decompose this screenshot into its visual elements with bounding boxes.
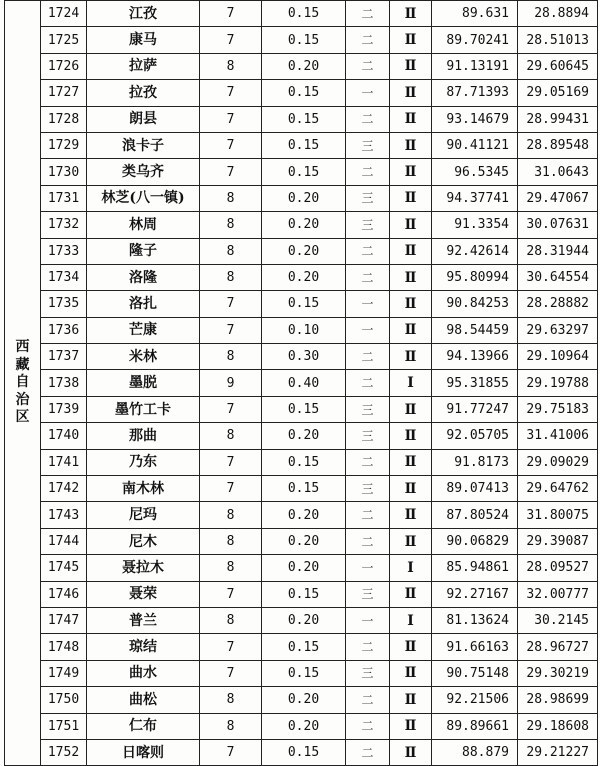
- longitude-cell: 98.54459: [432, 317, 518, 343]
- intensity-cell: 8: [200, 555, 262, 581]
- intensity-cell: 7: [200, 660, 262, 686]
- site-class-cell: Ⅱ: [390, 713, 432, 739]
- longitude-cell: 89.631: [432, 1, 518, 27]
- intensity-cell: 7: [200, 106, 262, 132]
- intensity-cell: 7: [200, 132, 262, 158]
- table-row: [5, 739, 598, 765]
- site-class-cell: Ⅱ: [390, 27, 432, 53]
- table-row: [5, 344, 598, 370]
- design-group-cell: 二: [346, 528, 390, 554]
- design-group-cell: 二: [346, 713, 390, 739]
- row-number-cell: 1733: [41, 238, 87, 264]
- county-name-cell: 聂拉木: [87, 555, 200, 581]
- county-name-cell: 琼结: [87, 634, 200, 660]
- site-class-cell: Ⅰ: [390, 555, 432, 581]
- intensity-cell: 8: [200, 423, 262, 449]
- design-group-cell: 一: [346, 291, 390, 317]
- row-number-cell: 1725: [41, 27, 87, 53]
- latitude-cell: 28.09527: [518, 555, 598, 581]
- acceleration-cell: 0.15: [262, 80, 346, 106]
- intensity-cell: 7: [200, 396, 262, 422]
- design-group-cell: 三: [346, 476, 390, 502]
- table-row: [5, 634, 598, 660]
- latitude-cell: 31.80075: [518, 502, 598, 528]
- table-row: [5, 264, 598, 290]
- county-name-cell: 普兰: [87, 607, 200, 633]
- row-number-cell: 1739: [41, 396, 87, 422]
- acceleration-cell: 0.15: [262, 27, 346, 53]
- row-number-cell: 1737: [41, 344, 87, 370]
- row-number-cell: 1735: [41, 291, 87, 317]
- longitude-cell: 89.89661: [432, 713, 518, 739]
- latitude-cell: 29.21227: [518, 739, 598, 765]
- acceleration-cell: 0.20: [262, 687, 346, 713]
- intensity-cell: 8: [200, 687, 262, 713]
- acceleration-cell: 0.15: [262, 396, 346, 422]
- table-row: [5, 132, 598, 158]
- acceleration-cell: 0.20: [262, 185, 346, 211]
- acceleration-cell: 0.15: [262, 581, 346, 607]
- longitude-cell: 91.8173: [432, 449, 518, 475]
- latitude-cell: 28.89548: [518, 132, 598, 158]
- table-row: [5, 370, 598, 396]
- latitude-cell: 29.18608: [518, 713, 598, 739]
- table-row: [5, 502, 598, 528]
- table-row: [5, 581, 598, 607]
- design-group-cell: 三: [346, 660, 390, 686]
- table-body: [5, 1, 598, 766]
- intensity-cell: 7: [200, 80, 262, 106]
- acceleration-cell: 0.15: [262, 291, 346, 317]
- acceleration-cell: 0.20: [262, 264, 346, 290]
- intensity-cell: 7: [200, 739, 262, 765]
- site-class-cell: Ⅱ: [390, 264, 432, 290]
- latitude-cell: 29.39087: [518, 528, 598, 554]
- table-row: [5, 212, 598, 238]
- latitude-cell: 28.8894: [518, 1, 598, 27]
- design-group-cell: 二: [346, 634, 390, 660]
- county-name-cell: 仁布: [87, 713, 200, 739]
- acceleration-cell: 0.20: [262, 555, 346, 581]
- latitude-cell: 28.99431: [518, 106, 598, 132]
- longitude-cell: 92.27167: [432, 581, 518, 607]
- table-row: [5, 555, 598, 581]
- longitude-cell: 91.13191: [432, 53, 518, 79]
- intensity-cell: 7: [200, 159, 262, 185]
- row-number-cell: 1741: [41, 449, 87, 475]
- longitude-cell: 85.94861: [432, 555, 518, 581]
- design-group-cell: 二: [346, 344, 390, 370]
- county-name-cell: 洛隆: [87, 264, 200, 290]
- intensity-cell: 8: [200, 713, 262, 739]
- site-class-cell: Ⅱ: [390, 80, 432, 106]
- latitude-cell: 29.63297: [518, 317, 598, 343]
- longitude-cell: 92.42614: [432, 238, 518, 264]
- latitude-cell: 29.05169: [518, 80, 598, 106]
- intensity-cell: 8: [200, 344, 262, 370]
- intensity-cell: 8: [200, 528, 262, 554]
- design-group-cell: 一: [346, 555, 390, 581]
- latitude-cell: 30.07631: [518, 212, 598, 238]
- county-name-cell: 那曲: [87, 423, 200, 449]
- acceleration-cell: 0.30: [262, 344, 346, 370]
- row-number-cell: 1727: [41, 80, 87, 106]
- row-number-cell: 1749: [41, 660, 87, 686]
- latitude-cell: 29.47067: [518, 185, 598, 211]
- site-class-cell: Ⅰ: [390, 370, 432, 396]
- county-name-cell: 洛扎: [87, 291, 200, 317]
- intensity-cell: 7: [200, 634, 262, 660]
- acceleration-cell: 0.20: [262, 713, 346, 739]
- county-name-cell: 芒康: [87, 317, 200, 343]
- latitude-cell: 28.98699: [518, 687, 598, 713]
- acceleration-cell: 0.20: [262, 423, 346, 449]
- table-row: [5, 396, 598, 422]
- design-group-cell: 二: [346, 27, 390, 53]
- acceleration-cell: 0.40: [262, 370, 346, 396]
- row-number-cell: 1736: [41, 317, 87, 343]
- latitude-cell: 29.09029: [518, 449, 598, 475]
- design-group-cell: 二: [346, 687, 390, 713]
- row-number-cell: 1730: [41, 159, 87, 185]
- design-group-cell: 一: [346, 607, 390, 633]
- latitude-cell: 28.28882: [518, 291, 598, 317]
- site-class-cell: Ⅱ: [390, 502, 432, 528]
- county-name-cell: 聂荣: [87, 581, 200, 607]
- latitude-cell: 32.00777: [518, 581, 598, 607]
- row-number-cell: 1752: [41, 739, 87, 765]
- longitude-cell: 95.31855: [432, 370, 518, 396]
- intensity-cell: 7: [200, 317, 262, 343]
- table-row: [5, 159, 598, 185]
- row-number-cell: 1734: [41, 264, 87, 290]
- row-number-cell: 1728: [41, 106, 87, 132]
- seismic-parameter-table: [4, 0, 598, 766]
- county-name-cell: 米林: [87, 344, 200, 370]
- latitude-cell: 30.64554: [518, 264, 598, 290]
- county-name-cell: 曲松: [87, 687, 200, 713]
- acceleration-cell: 0.20: [262, 502, 346, 528]
- acceleration-cell: 0.20: [262, 528, 346, 554]
- acceleration-cell: 0.15: [262, 1, 346, 27]
- latitude-cell: 29.75183: [518, 396, 598, 422]
- acceleration-cell: 0.20: [262, 53, 346, 79]
- county-name-cell: 康马: [87, 27, 200, 53]
- site-class-cell: Ⅱ: [390, 1, 432, 27]
- longitude-cell: 96.5345: [432, 159, 518, 185]
- region-name: 西藏自治区: [15, 339, 30, 426]
- design-group-cell: 一: [346, 80, 390, 106]
- site-class-cell: Ⅱ: [390, 185, 432, 211]
- latitude-cell: 28.31944: [518, 238, 598, 264]
- intensity-cell: 7: [200, 1, 262, 27]
- row-number-cell: 1751: [41, 713, 87, 739]
- latitude-cell: 30.2145: [518, 607, 598, 633]
- longitude-cell: 90.75148: [432, 660, 518, 686]
- intensity-cell: 8: [200, 607, 262, 633]
- row-number-cell: 1731: [41, 185, 87, 211]
- acceleration-cell: 0.15: [262, 476, 346, 502]
- row-number-cell: 1744: [41, 528, 87, 554]
- row-number-cell: 1750: [41, 687, 87, 713]
- table-row: [5, 106, 598, 132]
- county-name-cell: 墨竹工卡: [87, 396, 200, 422]
- site-class-cell: Ⅱ: [390, 132, 432, 158]
- intensity-cell: 7: [200, 449, 262, 475]
- acceleration-cell: 0.15: [262, 660, 346, 686]
- row-number-cell: 1732: [41, 212, 87, 238]
- row-number-cell: 1743: [41, 502, 87, 528]
- table-row: [5, 291, 598, 317]
- site-class-cell: Ⅱ: [390, 238, 432, 264]
- intensity-cell: 9: [200, 370, 262, 396]
- acceleration-cell: 0.15: [262, 634, 346, 660]
- region-name-cell: [5, 1, 41, 766]
- design-group-cell: 三: [346, 581, 390, 607]
- table-row: [5, 713, 598, 739]
- design-group-cell: 二: [346, 502, 390, 528]
- county-name-cell: 浪卡子: [87, 132, 200, 158]
- site-class-cell: Ⅰ: [390, 607, 432, 633]
- design-group-cell: 三: [346, 132, 390, 158]
- longitude-cell: 88.879: [432, 739, 518, 765]
- longitude-cell: 87.71393: [432, 80, 518, 106]
- site-class-cell: Ⅱ: [390, 581, 432, 607]
- county-name-cell: 尼玛: [87, 502, 200, 528]
- design-group-cell: 三: [346, 212, 390, 238]
- design-group-cell: 三: [346, 396, 390, 422]
- row-number-cell: 1746: [41, 581, 87, 607]
- longitude-cell: 95.80994: [432, 264, 518, 290]
- row-number-cell: 1729: [41, 132, 87, 158]
- row-number-cell: 1742: [41, 476, 87, 502]
- site-class-cell: Ⅱ: [390, 212, 432, 238]
- longitude-cell: 91.77247: [432, 396, 518, 422]
- longitude-cell: 90.84253: [432, 291, 518, 317]
- design-group-cell: 二: [346, 106, 390, 132]
- site-class-cell: Ⅱ: [390, 317, 432, 343]
- acceleration-cell: 0.20: [262, 607, 346, 633]
- design-group-cell: 二: [346, 1, 390, 27]
- intensity-cell: 8: [200, 264, 262, 290]
- table-row: [5, 53, 598, 79]
- acceleration-cell: 0.15: [262, 132, 346, 158]
- longitude-cell: 90.06829: [432, 528, 518, 554]
- design-group-cell: 二: [346, 739, 390, 765]
- longitude-cell: 92.05705: [432, 423, 518, 449]
- table-row: [5, 687, 598, 713]
- table-row: [5, 449, 598, 475]
- county-name-cell: 南木林: [87, 476, 200, 502]
- latitude-cell: 29.10964: [518, 344, 598, 370]
- county-name-cell: 类乌齐: [87, 159, 200, 185]
- design-group-cell: 二: [346, 449, 390, 475]
- table-row: [5, 317, 598, 343]
- acceleration-cell: 0.10: [262, 317, 346, 343]
- latitude-cell: 29.60645: [518, 53, 598, 79]
- table-row: [5, 528, 598, 554]
- intensity-cell: 7: [200, 27, 262, 53]
- site-class-cell: Ⅱ: [390, 423, 432, 449]
- table-row: [5, 27, 598, 53]
- county-name-cell: 林周: [87, 212, 200, 238]
- row-number-cell: 1726: [41, 53, 87, 79]
- county-name-cell: 乃东: [87, 449, 200, 475]
- table-row: [5, 476, 598, 502]
- table-row: [5, 185, 598, 211]
- table-row: [5, 607, 598, 633]
- county-name-cell: 曲水: [87, 660, 200, 686]
- design-group-cell: 三: [346, 185, 390, 211]
- acceleration-cell: 0.20: [262, 238, 346, 264]
- row-number-cell: 1748: [41, 634, 87, 660]
- table-row: [5, 80, 598, 106]
- design-group-cell: 二: [346, 264, 390, 290]
- intensity-cell: 7: [200, 476, 262, 502]
- site-class-cell: Ⅱ: [390, 528, 432, 554]
- intensity-cell: 8: [200, 212, 262, 238]
- site-class-cell: Ⅱ: [390, 159, 432, 185]
- table-row: [5, 1, 598, 27]
- county-name-cell: 尼木: [87, 528, 200, 554]
- acceleration-cell: 0.15: [262, 739, 346, 765]
- row-number-cell: 1738: [41, 370, 87, 396]
- design-group-cell: 二: [346, 53, 390, 79]
- site-class-cell: Ⅱ: [390, 687, 432, 713]
- acceleration-cell: 0.15: [262, 106, 346, 132]
- longitude-cell: 94.13966: [432, 344, 518, 370]
- site-class-cell: Ⅱ: [390, 106, 432, 132]
- county-name-cell: 拉孜: [87, 80, 200, 106]
- intensity-cell: 8: [200, 53, 262, 79]
- latitude-cell: 29.30219: [518, 660, 598, 686]
- site-class-cell: Ⅱ: [390, 291, 432, 317]
- table-row: [5, 238, 598, 264]
- site-class-cell: Ⅱ: [390, 634, 432, 660]
- longitude-cell: 91.3354: [432, 212, 518, 238]
- county-name-cell: 林芝(八一镇): [87, 185, 200, 211]
- acceleration-cell: 0.15: [262, 159, 346, 185]
- longitude-cell: 91.66163: [432, 634, 518, 660]
- site-class-cell: Ⅱ: [390, 449, 432, 475]
- intensity-cell: 8: [200, 238, 262, 264]
- latitude-cell: 29.64762: [518, 476, 598, 502]
- site-class-cell: Ⅱ: [390, 344, 432, 370]
- latitude-cell: 31.0643: [518, 159, 598, 185]
- site-class-cell: Ⅱ: [390, 739, 432, 765]
- intensity-cell: 8: [200, 502, 262, 528]
- site-class-cell: Ⅱ: [390, 396, 432, 422]
- design-group-cell: 二: [346, 159, 390, 185]
- site-class-cell: Ⅱ: [390, 53, 432, 79]
- longitude-cell: 93.14679: [432, 106, 518, 132]
- county-name-cell: 日喀则: [87, 739, 200, 765]
- longitude-cell: 89.07413: [432, 476, 518, 502]
- county-name-cell: 隆子: [87, 238, 200, 264]
- latitude-cell: 31.41006: [518, 423, 598, 449]
- site-class-cell: Ⅱ: [390, 476, 432, 502]
- county-name-cell: 墨脱: [87, 370, 200, 396]
- design-group-cell: 三: [346, 423, 390, 449]
- latitude-cell: 28.51013: [518, 27, 598, 53]
- row-number-cell: 1745: [41, 555, 87, 581]
- intensity-cell: 7: [200, 581, 262, 607]
- latitude-cell: 28.96727: [518, 634, 598, 660]
- longitude-cell: 94.37741: [432, 185, 518, 211]
- table-row: [5, 660, 598, 686]
- latitude-cell: 29.19788: [518, 370, 598, 396]
- longitude-cell: 90.41121: [432, 132, 518, 158]
- intensity-cell: 8: [200, 185, 262, 211]
- design-group-cell: 二: [346, 238, 390, 264]
- longitude-cell: 87.80524: [432, 502, 518, 528]
- intensity-cell: 7: [200, 291, 262, 317]
- design-group-cell: 二: [346, 370, 390, 396]
- county-name-cell: 朗县: [87, 106, 200, 132]
- row-number-cell: 1724: [41, 1, 87, 27]
- longitude-cell: 89.70241: [432, 27, 518, 53]
- row-number-cell: 1747: [41, 607, 87, 633]
- site-class-cell: Ⅱ: [390, 660, 432, 686]
- table-row: [5, 423, 598, 449]
- design-group-cell: 一: [346, 317, 390, 343]
- longitude-cell: 81.13624: [432, 607, 518, 633]
- longitude-cell: 92.21506: [432, 687, 518, 713]
- acceleration-cell: 0.20: [262, 212, 346, 238]
- row-number-cell: 1740: [41, 423, 87, 449]
- county-name-cell: 江孜: [87, 1, 200, 27]
- acceleration-cell: 0.15: [262, 449, 346, 475]
- county-name-cell: 拉萨: [87, 53, 200, 79]
